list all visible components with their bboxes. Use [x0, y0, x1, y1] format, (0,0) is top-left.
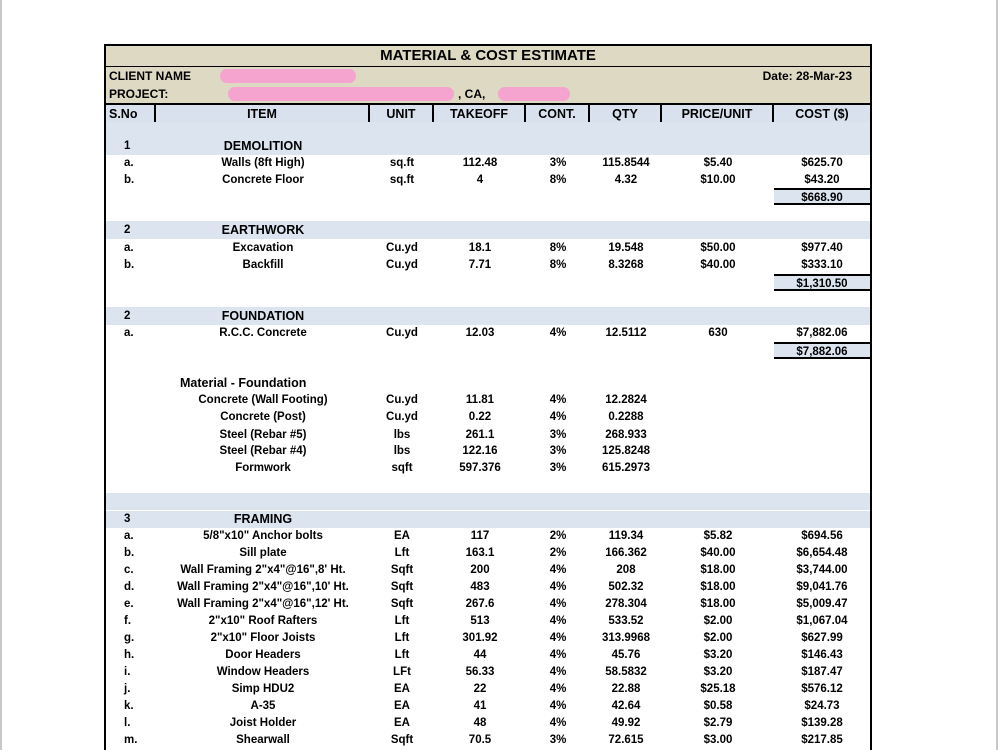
row-cont: 4% [549, 615, 567, 627]
row-cont: 8% [549, 174, 567, 186]
row-sno: m. [124, 734, 138, 746]
row-unit: lbs [393, 445, 411, 457]
row-takeoff: 0.22 [468, 411, 492, 423]
material-row [106, 443, 870, 460]
row-price: $2.00 [703, 615, 733, 627]
row-unit: EA [394, 717, 410, 729]
table-row [106, 732, 870, 749]
viewer-right-edge [996, 0, 998, 750]
row-unit: Cu.yd [386, 411, 418, 423]
row-qty: 22.88 [611, 683, 641, 695]
row-cont: 3% [549, 445, 567, 457]
row-sno: e. [124, 598, 134, 610]
row-cost: $1,067.04 [796, 615, 848, 627]
row-price: $3.20 [703, 666, 733, 678]
row-cont: 2% [549, 530, 567, 542]
row-sno: b. [124, 547, 135, 559]
row-item: A-35 [250, 700, 276, 712]
row-sno: a. [124, 530, 134, 542]
table-row [106, 698, 870, 715]
row-item: Simp HDU2 [231, 683, 295, 695]
row-cont: 4% [549, 683, 567, 695]
row-item: Shearwall [236, 734, 290, 746]
row-cost: $625.70 [801, 157, 843, 169]
row-unit: EA [394, 530, 410, 542]
row-cost: $7,882.06 [796, 327, 848, 339]
row-qty: 502.32 [608, 581, 644, 593]
row-unit: Cu.yd [386, 327, 418, 339]
row-qty: 166.362 [605, 547, 647, 559]
row-cont: 4% [549, 394, 567, 406]
row-cont: 4% [549, 700, 567, 712]
row-price: $50.00 [700, 242, 736, 254]
row-qty: 8.3268 [608, 259, 644, 271]
row-takeoff: 7.71 [468, 259, 492, 271]
project-zip-redaction [498, 87, 570, 101]
row-unit: Cu.yd [386, 242, 418, 254]
row-price: $5.40 [703, 157, 733, 169]
row-sno: b. [124, 174, 135, 186]
row-unit: sq.ft [389, 174, 415, 186]
header-sno: S.No [106, 105, 156, 124]
header-price: PRICE/UNIT [662, 105, 774, 124]
row-price: 630 [708, 327, 728, 339]
table-row [106, 715, 870, 732]
row-cost: $217.85 [801, 734, 843, 746]
table-row [106, 647, 870, 664]
row-cost: $333.10 [801, 259, 843, 271]
table-row [106, 528, 870, 545]
table-row [106, 172, 870, 189]
section-number: 2 [124, 224, 131, 236]
row-cont: 4% [549, 327, 567, 339]
table-row [106, 579, 870, 596]
row-unit: LFt [393, 666, 411, 678]
row-takeoff: 41 [473, 700, 487, 712]
estimate-sheet [104, 44, 872, 750]
section-number: 3 [124, 513, 131, 525]
row-qty: 125.8248 [602, 445, 650, 457]
row-cost: $146.43 [801, 649, 843, 661]
client-name-redaction [220, 69, 356, 83]
row-cost: $24.73 [804, 700, 840, 712]
header-cont: CONT. [526, 105, 590, 124]
row-sno: b. [124, 259, 135, 271]
material-row [106, 392, 870, 409]
row-price: $18.00 [700, 581, 736, 593]
row-qty: 72.615 [608, 734, 644, 746]
row-item: 2"x10" Floor Joists [210, 632, 316, 644]
row-unit: sq.ft [389, 157, 415, 169]
row-takeoff: 117 [470, 530, 490, 542]
row-cost: $43.20 [804, 174, 840, 186]
row-takeoff: 483 [470, 581, 490, 593]
row-price: $10.00 [700, 174, 736, 186]
row-qty: 313.9968 [602, 632, 650, 644]
row-item: Excavation [232, 242, 294, 254]
table-row [106, 630, 870, 647]
row-cont: 3% [549, 157, 567, 169]
row-qty: 119.34 [608, 530, 644, 542]
section-header-row [106, 511, 870, 528]
section-title: EARTHWORK [221, 223, 305, 237]
row-cont: 4% [549, 598, 567, 610]
row-item: Steel (Rebar #4) [219, 445, 307, 457]
row-qty: 533.52 [608, 615, 644, 627]
row-item: Backfill [242, 259, 284, 271]
row-cost: $6,654.48 [796, 547, 848, 559]
row-qty: 12.5112 [605, 327, 647, 339]
section-subtotal: $1,310.50 [774, 274, 870, 291]
row-qty: 208 [616, 564, 636, 576]
row-unit: Sqft [390, 734, 414, 746]
row-item: Wall Framing 2"x4"@16",12' Ht. [177, 598, 349, 610]
row-unit: Sqft [390, 581, 414, 593]
table-row [106, 681, 870, 698]
row-takeoff: 112.48 [462, 157, 498, 169]
row-unit: lbs [393, 429, 411, 441]
client-row [106, 67, 870, 85]
header-takeoff: TAKEOFF [434, 105, 526, 124]
row-unit: Lft [394, 615, 410, 627]
row-price: $2.79 [703, 717, 733, 729]
row-qty: 115.8544 [602, 157, 650, 169]
row-takeoff: 122.16 [462, 445, 498, 457]
row-takeoff: 513 [470, 615, 490, 627]
row-qty: 19.548 [608, 242, 644, 254]
row-cont: 8% [549, 242, 567, 254]
row-takeoff: 267.6 [465, 598, 495, 610]
section-header-row [106, 222, 870, 239]
header-qty: QTY [590, 105, 662, 124]
material-title: Material - Foundation [180, 376, 307, 390]
table-row [106, 664, 870, 681]
row-cont: 3% [549, 734, 567, 746]
header-unit: UNIT [370, 105, 434, 124]
row-item: 2"x10" Roof Rafters [208, 615, 318, 627]
row-qty: 0.2288 [608, 411, 644, 423]
section-subtotal: $7,882.06 [774, 342, 870, 359]
table-row [106, 240, 870, 257]
header-cost: COST ($) [795, 107, 849, 121]
row-cost: $627.99 [801, 632, 843, 644]
row-qty: 4.32 [614, 174, 638, 186]
row-unit: sqft [391, 462, 413, 474]
table-row [106, 545, 870, 562]
row-cost: $977.40 [801, 242, 843, 254]
row-sno: k. [124, 700, 134, 712]
section-title: DEMOLITION [223, 139, 303, 153]
row-cont: 3% [549, 429, 567, 441]
row-sno: a. [124, 327, 134, 339]
row-item: Window Headers [216, 666, 310, 678]
row-unit: Lft [394, 547, 410, 559]
row-qty: 615.2973 [602, 462, 650, 474]
section-number: 1 [124, 140, 131, 152]
spacer-band [106, 122, 870, 138]
row-cont: 4% [549, 632, 567, 644]
row-item: Concrete (Wall Footing) [198, 394, 328, 406]
material-row [106, 409, 870, 426]
row-qty: 49.92 [611, 717, 641, 729]
row-cost: $576.12 [801, 683, 843, 695]
row-unit: Lft [394, 632, 410, 644]
row-sno: c. [124, 564, 134, 576]
row-takeoff: 163.1 [465, 547, 495, 559]
section-header-row [106, 138, 870, 155]
row-qty: 12.2824 [605, 394, 647, 406]
row-cont: 4% [549, 666, 567, 678]
row-price: $0.58 [703, 700, 733, 712]
row-takeoff: 11.81 [465, 394, 495, 406]
row-sno: l. [124, 717, 131, 729]
row-takeoff: 301.92 [462, 632, 498, 644]
row-takeoff: 22 [473, 683, 487, 695]
row-cost: $187.47 [801, 666, 843, 678]
row-qty: 45.76 [611, 649, 641, 661]
row-cont: 2% [549, 547, 567, 559]
row-qty: 58.5832 [605, 666, 647, 678]
row-qty: 268.933 [605, 429, 647, 441]
table-row [106, 562, 870, 579]
row-item: Wall Framing 2"x4"@16",10' Ht. [177, 581, 349, 593]
row-cost: $3,744.00 [796, 564, 848, 576]
row-sno: h. [124, 649, 135, 661]
row-sno: f. [124, 615, 132, 627]
client-label: CLIENT NAME [109, 69, 191, 83]
row-takeoff: 56.33 [465, 666, 495, 678]
row-unit: Cu.yd [386, 259, 418, 271]
row-takeoff: 18.1 [468, 242, 492, 254]
viewer-left-edge [0, 0, 2, 750]
row-item: Concrete Floor [222, 174, 304, 186]
row-price: $3.00 [703, 734, 733, 746]
project-row [106, 85, 870, 103]
material-row [106, 460, 870, 477]
row-cost: $9,041.76 [796, 581, 848, 593]
row-unit: EA [394, 683, 410, 695]
row-price: $25.18 [700, 683, 736, 695]
row-takeoff: 200 [470, 564, 490, 576]
row-item: Concrete (Post) [220, 411, 306, 423]
material-row [106, 427, 870, 444]
row-item: Joist Holder [229, 717, 297, 729]
row-item: Formwork [235, 462, 291, 474]
row-unit: Sqft [390, 598, 414, 610]
row-cont: 4% [549, 564, 567, 576]
row-item: Wall Framing 2"x4"@16",8' Ht. [180, 564, 346, 576]
table-row [106, 613, 870, 630]
row-unit: Lft [394, 649, 410, 661]
row-takeoff: 70.5 [468, 734, 492, 746]
row-price: $18.00 [700, 564, 736, 576]
sheet-title: MATERIAL & COST ESTIMATE [106, 46, 870, 67]
row-sno: j. [124, 683, 131, 695]
row-cost: $5,009.47 [796, 598, 848, 610]
row-takeoff: 44 [473, 649, 487, 661]
row-takeoff: 48 [473, 717, 487, 729]
row-sno: g. [124, 632, 135, 644]
section-header-row [106, 308, 870, 325]
row-cont: 4% [549, 649, 567, 661]
section-title: FRAMING [233, 512, 293, 526]
project-label: PROJECT: [109, 87, 169, 101]
section-subtotal: $668.90 [774, 188, 870, 205]
row-cont: 4% [549, 581, 567, 593]
project-suffix: , CA, [458, 87, 486, 101]
row-cost: $139.28 [801, 717, 843, 729]
row-item: Walls (8ft High) [221, 157, 305, 169]
row-unit: Cu.yd [386, 394, 418, 406]
spacer-band [106, 493, 870, 510]
row-cont: 3% [549, 462, 567, 474]
table-row [106, 596, 870, 613]
row-price: $40.00 [700, 259, 736, 271]
row-price: $40.00 [700, 547, 736, 559]
row-price: $3.20 [703, 649, 733, 661]
row-cost: $694.56 [801, 530, 843, 542]
row-takeoff: 12.03 [465, 327, 495, 339]
table-row [106, 155, 870, 172]
row-cont: 8% [549, 259, 567, 271]
project-address-redaction [228, 87, 454, 101]
table-row [106, 325, 870, 342]
row-cont: 4% [549, 717, 567, 729]
row-price: $5.82 [703, 530, 733, 542]
section-title: FOUNDATION [221, 309, 305, 323]
row-item: 5/8"x10" Anchor bolts [203, 530, 323, 542]
section-number: 2 [124, 310, 131, 322]
table-row [106, 257, 870, 274]
row-unit: EA [394, 700, 410, 712]
row-qty: 42.64 [611, 700, 641, 712]
row-sno: a. [124, 157, 134, 169]
row-price: $2.00 [703, 632, 733, 644]
row-item: R.C.C. Concrete [219, 327, 307, 339]
row-takeoff: 261.1 [465, 429, 495, 441]
row-item: Steel (Rebar #5) [219, 429, 307, 441]
row-item: Sill plate [239, 547, 287, 559]
row-item: Door Headers [225, 649, 301, 661]
row-sno: i. [124, 666, 131, 678]
row-sno: d. [124, 581, 135, 593]
row-takeoff: 4 [476, 174, 484, 186]
row-price: $18.00 [700, 598, 736, 610]
row-qty: 278.304 [605, 598, 647, 610]
row-cont: 4% [549, 411, 567, 423]
row-unit: Sqft [390, 564, 414, 576]
estimate-date: Date: 28-Mar-23 [762, 69, 852, 83]
material-title-row [106, 375, 870, 392]
row-sno: a. [124, 242, 134, 254]
header-item: ITEM [156, 105, 370, 124]
row-takeoff: 597.376 [459, 462, 501, 474]
